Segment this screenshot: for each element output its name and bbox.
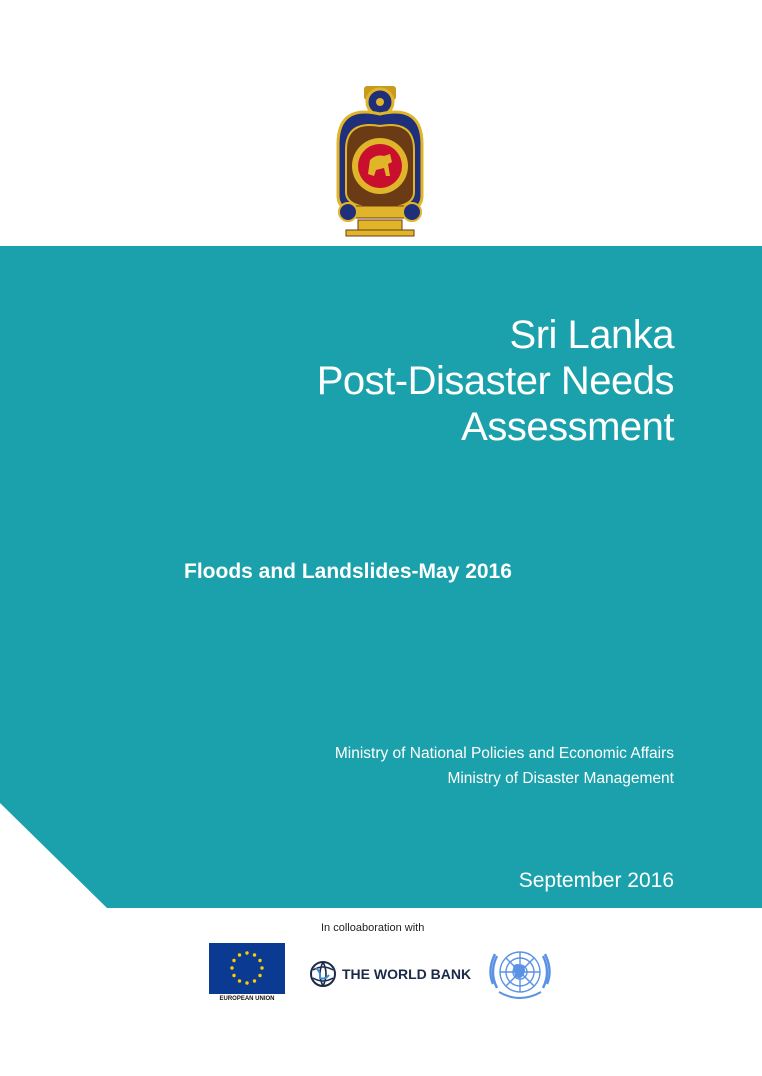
- ministries-block: [335, 741, 674, 791]
- publication-date: September 2016: [518, 869, 674, 892]
- title-line: Assessment: [461, 405, 674, 449]
- world-bank-name: THE WORLD BANK: [342, 966, 472, 982]
- ministry-line: Ministry of Disaster Management: [447, 770, 674, 787]
- world-bank-logo: [309, 958, 474, 990]
- title-line: Post-Disaster Needs: [316, 359, 674, 403]
- ministry-line: Ministry of National Policies and Economic Affairs: [334, 745, 674, 762]
- united-nations-emblem-icon: [483, 942, 557, 1006]
- report-title: [317, 312, 674, 450]
- eu-logo: [209, 943, 285, 1003]
- eu-flag-icon: [209, 943, 285, 994]
- report-subtitle: Floods and Landslides-May 2016: [184, 560, 512, 583]
- eu-label: EUROPEAN UNION: [219, 996, 275, 1002]
- sri-lanka-emblem-icon: [328, 84, 432, 238]
- world-bank-globe-icon: [309, 960, 337, 988]
- title-line: Sri Lanka: [509, 313, 674, 357]
- collaboration-text: In colloaboration with: [321, 922, 425, 934]
